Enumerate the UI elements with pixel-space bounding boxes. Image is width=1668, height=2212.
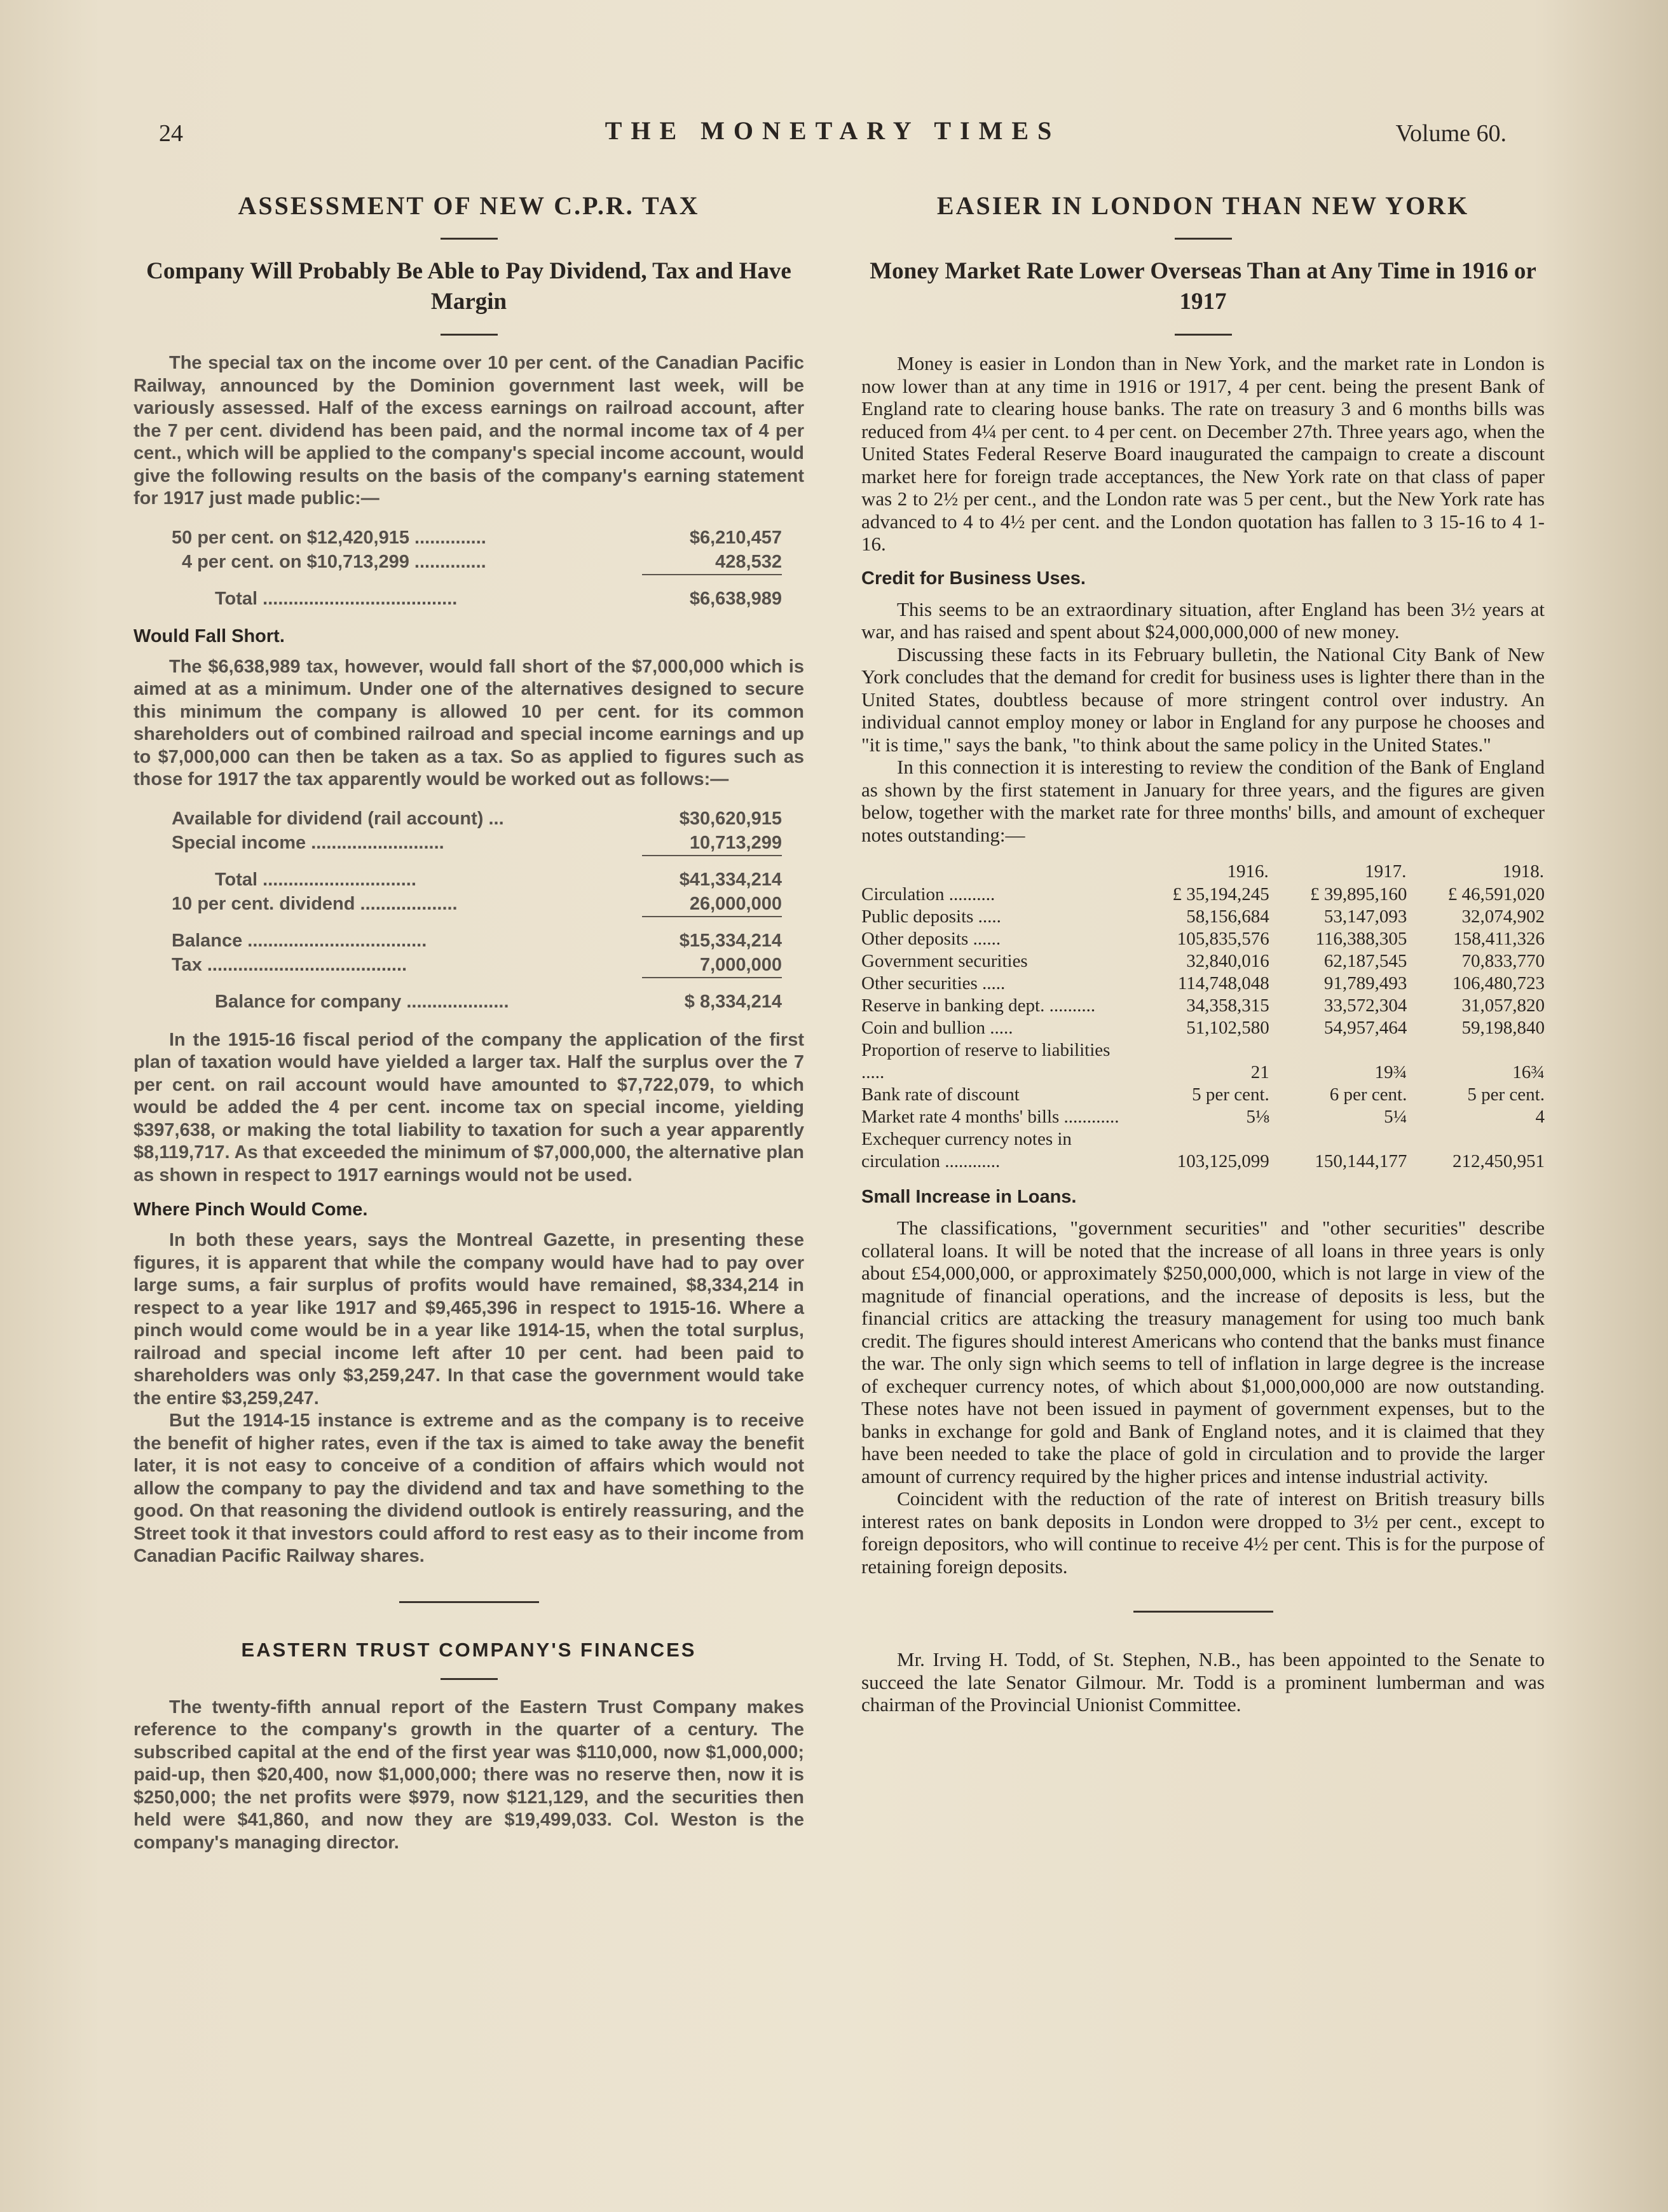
table-row <box>861 1084 1545 1106</box>
cell-1918: 31,057,820 <box>1461 995 1545 1016</box>
cell-1916: £ 35,194,245 <box>1172 884 1269 905</box>
cell-1917: 6 per cent. <box>1329 1084 1407 1105</box>
table-row <box>861 1128 1545 1173</box>
row-label: Government securities <box>861 951 1028 972</box>
section-heading: Credit for Business Uses. <box>861 568 1086 589</box>
table-row <box>172 831 782 855</box>
cell-1917: 62,187,545 <box>1323 951 1407 972</box>
paragraph: In this connection it is interesting to review the condition of the Bank of England as shown by the first statement in January for three years, and the figures are given below, together with the market rate for three months' bills, and amount of exchequer notes outstanding:— <box>861 756 1545 846</box>
row-value: $15,334,214 <box>679 930 782 951</box>
row-label: 10 per cent. dividend ................... <box>172 893 458 914</box>
paragraph: The classifications, "government securities" and "other securities" describe collateral loans. It will be noted that the increase of all loans in three years is only about £54,000,000, or approximately $250,000,000, which is not large in view of the magnitude of financial operations, and the increase of deposits is less, but the financial critics are attacking the treasury management for using too much bank credit. The figures should interest Americans who contend that the banks must finance the war. The only sign which seems to tell of inflation in large degree is the increase of exchequer currency notes, of which about $1,000,000,000 are now outstanding. These notes have not been issued in payment of government expenses, but to the banks in exchange for gold and Bank of England notes, and it is claimed that they have been needed to take the place of gold in circulation and to provide the larger amount of currency required by the higher prices and intense industrial activity. <box>861 1217 1545 1487</box>
london-ny-subtitle: Money Market Rate Lower Overseas Than at Any Time in 1916 or 1917 <box>870 258 1536 315</box>
cell-1918: 212,450,951 <box>1453 1151 1545 1172</box>
cell-1918: 106,480,723 <box>1453 973 1545 994</box>
tax-calculation-table <box>172 526 782 611</box>
cell-1917: 53,147,093 <box>1323 906 1407 927</box>
table-row <box>172 953 782 977</box>
table-row <box>172 526 782 550</box>
row-label: Balance ................................... <box>172 930 427 951</box>
cell-1916: 21 <box>1250 1062 1269 1083</box>
cell-1916: 51,102,580 <box>1186 1018 1269 1039</box>
table-row <box>861 1106 1545 1128</box>
paragraph: In the 1915-16 fiscal period of the company the application of the first plan of taxation would have yielded a larger tax. Half the surplus over the 7 per cent. on rail account would have amounted to $7,722,079, to which would be added the 4 per cent. income tax on special income, yielding $397,638, or making the total liability to taxation for such a year apparently $8,119,717. As that exceeded the minimum of $7,000,000, the alternative plan as shown in respect to 1917 earnings would not be used. <box>133 1029 804 1185</box>
row-label: Other deposits ...... <box>861 929 1001 950</box>
row-label: Balance for company .................... <box>215 991 509 1012</box>
row-value: $6,638,989 <box>689 588 782 609</box>
cell-1918: 4 <box>1535 1107 1545 1128</box>
alternative-tax-table <box>172 807 782 1014</box>
cell-1918: 16¾ <box>1512 1062 1545 1083</box>
paragraph: But the 1914-15 instance is extreme and as the company is to receive the benefit of higher rates, even if the tax is aimed to take away the benefit later, it is not easy to conceive of a condition of affairs which would not allow the company to pay the dividend and tax and have something to the good. On that reasoning the dividend outlook is entirely reassuring, and the Street took it that investors could afford to rest easy as to their income from Canadian Pacific Railway shares. <box>133 1410 804 1567</box>
cell-1918: 158,411,326 <box>1453 929 1545 950</box>
table-body <box>861 884 1545 1173</box>
table-row <box>861 884 1545 906</box>
cell-1917: 33,572,304 <box>1323 995 1407 1016</box>
table-row <box>172 892 782 916</box>
row-value: $6,210,457 <box>689 527 782 548</box>
paragraph: Discussing these facts in its February bulletin, the National City Bank of New York concludes that the demand for credit for business uses is lighter there than in the United States, doubtless because of more stringent control over industry. An individual cannot employ money or labor in England for any purpose he chooses and "it is time," says the bank, "to think about the same policy in the United States." <box>861 643 1545 756</box>
cell-1916: 58,156,684 <box>1186 906 1269 927</box>
divider <box>441 1678 498 1680</box>
eastern-trust-title: EASTERN TRUST COMPANY'S FINANCES <box>241 1638 697 1661</box>
table-header-row <box>861 860 1545 884</box>
row-value: $30,620,915 <box>679 808 782 829</box>
journal-title: THE MONETARY TIMES <box>605 116 1061 145</box>
article-divider <box>399 1601 539 1603</box>
page-number: 24 <box>159 120 183 147</box>
cell-1918: 5 per cent. <box>1467 1084 1545 1105</box>
london-ny-title: EASIER IN LONDON THAN NEW YORK <box>936 191 1470 220</box>
paragraph: In both these years, says the Montreal Gazette, in presenting these figures, it is apparent that while the company would have had to pay over large sums, a fair surplus of profits would have remained, $8,334,214 in respect to a year like 1917 and $9,465,396 in respect to 1915-16. Where a pinch would come would be in a year like 1914-15, when the total surplus, railroad and special income left after 10 per cent. had been paid to shareholders was only $3,259,247. In that case the government would take the entire $3,259,247. <box>133 1230 804 1409</box>
cell-1917: 150,144,177 <box>1315 1151 1407 1172</box>
section-heading: Would Fall Short. <box>133 625 285 646</box>
row-value: $41,334,214 <box>679 869 782 890</box>
article-divider <box>1133 1611 1273 1613</box>
row-label: Other securities ..... <box>861 973 1006 994</box>
row-label: Available for dividend (rail account) ... <box>172 808 504 829</box>
divider <box>1175 334 1232 336</box>
cell-1917: 91,789,493 <box>1323 973 1407 994</box>
row-label: Tax ....................................... <box>172 954 407 975</box>
table-row <box>861 973 1545 995</box>
eastern-trust-paragraph: The twenty-fifth annual report of the Eastern Trust Company makes reference to the company's growth in the quarter of a century. The subscribed capital at the end of the first year was $110,000, now $1,000,000; paid-up, then $20,400, now $1,000,000; there was no reserve then, now it is $250,000; the net profits were $979, now $121,129, and the securities then held were $41,860, and now they are $19,499,033. Col. Weston is the company's managing director. <box>133 1697 804 1853</box>
divider <box>1175 238 1232 240</box>
cell-1916: 105,835,576 <box>1177 929 1269 950</box>
row-label: Total ...................................... <box>215 588 458 609</box>
cell-1917: 5¼ <box>1384 1107 1407 1128</box>
paragraph: This seems to be an extraordinary situation, after England has been 3½ years at war, and has raised and spent about $24,000,000,000 of new money. <box>861 597 1545 643</box>
paragraph: Coincident with the reduction of the rate of interest on British treasury bills interest rates on bank deposits in London were dropped to 3½ per cent., except to foreign depositors, who will continue to receive 4½ per cent. This is for the purpose of retaining foreign deposits. <box>861 1487 1545 1578</box>
cell-1916: 103,125,099 <box>1177 1151 1269 1172</box>
cell-1918: 32,074,902 <box>1461 906 1545 927</box>
table-row <box>172 929 782 953</box>
bank-of-england-table <box>861 860 1545 1173</box>
year-header: 1917. <box>1365 861 1407 882</box>
row-label: 4 per cent. on $10,713,299 .............. <box>182 551 486 572</box>
row-value: 26,000,000 <box>689 893 782 914</box>
table-row <box>861 995 1545 1017</box>
cell-1916: 5 per cent. <box>1192 1084 1269 1105</box>
cell-1916: 34,358,315 <box>1186 995 1269 1016</box>
section-heading: Where Pinch Would Come. <box>133 1199 368 1220</box>
row-label: Bank rate of discount <box>861 1084 1020 1105</box>
cell-1917: 19¾ <box>1374 1062 1407 1083</box>
cell-1917: £ 39,895,160 <box>1310 884 1407 905</box>
year-header: 1918. <box>1502 861 1544 882</box>
cell-1916: 32,840,016 <box>1186 951 1269 972</box>
divider <box>441 238 498 240</box>
paragraph: Money is easier in London than in New York, and the market rate in London is now lower than at any time in 1916 or 1917, 4 per cent. being the present Bank of England rate to clearing house banks. The rate on treasury 3 and 6 months bills was reduced from 4¼ per cent. to 4 per cent. on December 27th. Three years ago, when the United States Federal Reserve Board inaugurated the campaign to create a discount market here for foreign trade acceptances, the New York rate on that class of paper was 2 to 2½ per cent., and the London rate was 5 per cent., but the New York rate has advanced to 4 to 4½ per cent. and the London quotation has fallen to 3 15-16 to 4 1-16. <box>861 352 1545 556</box>
volume-label: Volume 60. <box>1395 120 1507 147</box>
row-label: Exchequer currency notes in circulation ............ <box>861 1129 1072 1172</box>
row-label: Reserve in banking dept. .......... <box>861 995 1096 1016</box>
row-label: Coin and bullion ..... <box>861 1018 1013 1039</box>
table-row <box>861 1039 1545 1084</box>
paragraph: The $6,638,989 tax, however, would fall short of the $7,000,000 which is aimed at as a minimum. Under one of the alternatives designed to secure this minimum the company is allowed 10 per cent. for its common shareholders out of combined railroad and special income earnings and up to $7,000,000 can then be taken as a tax. So as applied to figures such as those for 1917 the tax apparently would be worked out as follows:— <box>133 656 804 790</box>
row-label: Total .............................. <box>215 869 416 890</box>
row-value: 10,713,299 <box>689 832 782 853</box>
table-row <box>172 550 782 574</box>
cell-1916: 114,748,048 <box>1177 973 1269 994</box>
section-heading: Small Increase in Loans. <box>861 1187 1077 1208</box>
left-column <box>133 184 804 1854</box>
table-row-total <box>172 587 782 611</box>
row-label: Proportion of reserve to liabilities ..... <box>861 1040 1111 1083</box>
cpr-tax-subtitle: Company Will Probably Be Able to Pay Dividend, Tax and Have Margin <box>146 258 791 315</box>
table-row <box>861 928 1545 950</box>
cell-1917: 54,957,464 <box>1323 1018 1407 1039</box>
cell-1918: 70,833,770 <box>1461 951 1545 972</box>
todd-appointment-paragraph: Mr. Irving H. Todd, of St. Stephen, N.B., has been appointed to the Senate to succeed the late Senator Gilmour. Mr. Todd is a prominent lumberman and was chairman of the Provincial Unionist Committee. <box>861 1648 1545 1716</box>
table-row-total <box>172 990 782 1014</box>
row-value: $ 8,334,214 <box>684 991 782 1012</box>
cell-1918: £ 46,591,020 <box>1447 884 1545 905</box>
table-row <box>172 807 782 831</box>
table-row <box>861 906 1545 928</box>
row-label: 50 per cent. on $12,420,915 .............. <box>172 527 486 548</box>
row-value: 7,000,000 <box>699 954 782 975</box>
cell-1916: 5⅛ <box>1246 1107 1269 1128</box>
cpr-tax-title: ASSESSMENT OF NEW C.P.R. TAX <box>238 191 700 220</box>
table-row-total <box>172 868 782 892</box>
divider <box>441 334 498 336</box>
cell-1918: 59,198,840 <box>1461 1018 1545 1039</box>
right-column <box>861 184 1545 1716</box>
page-header <box>159 116 1507 160</box>
row-value: 428,532 <box>715 551 782 572</box>
cpr-tax-intro: The special tax on the income over 10 per cent. of the Canadian Pacific Railway, announced by the Dominion government last week, will be variously assessed. Half of the excess earnings on railroad account, after the 7 per cent. dividend has been paid, and the normal income tax of 4 per cent., which will be applied to the company's special income account, would give the following results on the basis of the company's earning statement for 1917 just made public:— <box>133 353 804 509</box>
year-header: 1916. <box>1227 861 1269 882</box>
table-row <box>861 950 1545 973</box>
row-label: Special income .......................... <box>172 832 444 853</box>
row-label: Market rate 4 months' bills ............ <box>861 1107 1119 1128</box>
row-label: Public deposits ..... <box>861 906 1001 927</box>
table-row <box>861 1017 1545 1039</box>
cell-1917: 116,388,305 <box>1315 929 1407 950</box>
row-label: Circulation .......... <box>861 884 995 905</box>
